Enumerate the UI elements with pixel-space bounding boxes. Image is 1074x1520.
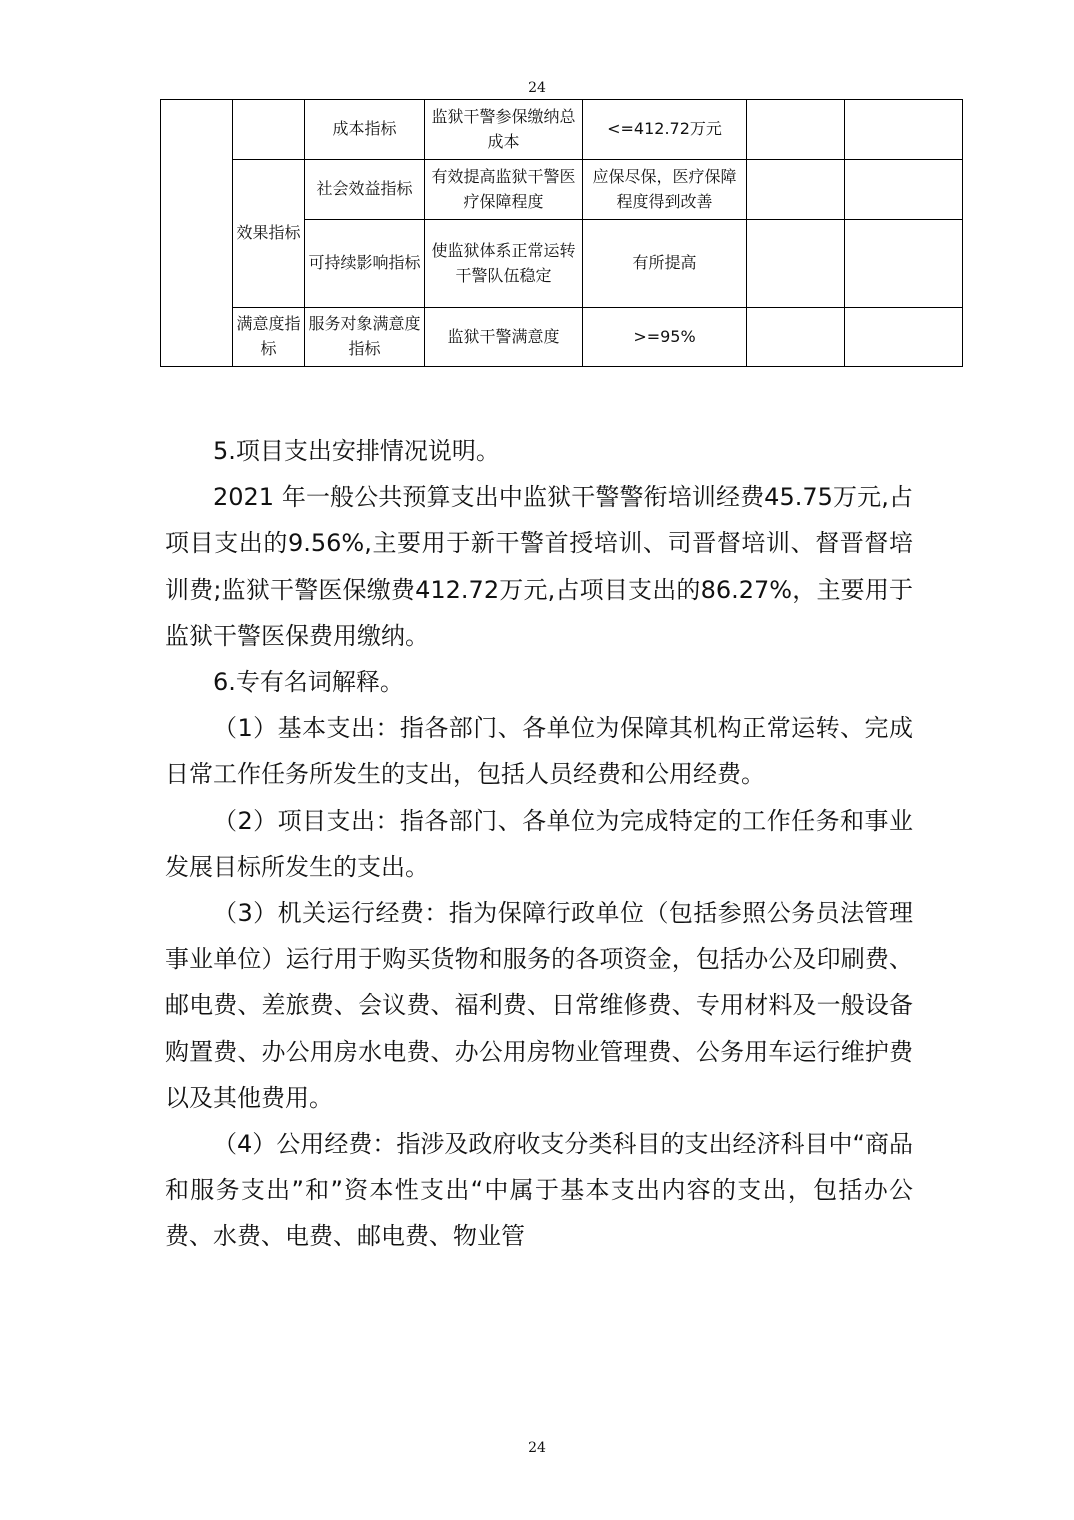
- table-cell-empty: [747, 308, 845, 367]
- paragraph-basic-expenditure: （1）基本支出：指各部门、各单位为保障其机构正常运转、完成日常工作任务所发生的支出，包括人员经费和公用经费。: [165, 714, 913, 789]
- table-cell-target: 有所提高: [583, 220, 747, 308]
- table-row: [161, 100, 963, 160]
- table-cell-level1: 效果指标: [233, 160, 305, 308]
- page-number-top: 24: [528, 80, 546, 96]
- table-cell-level3: 使监狱体系正常运转干警队伍稳定: [425, 220, 583, 308]
- table-cell-target: <=412.72万元: [583, 100, 747, 160]
- table-cell-level2: 成本指标: [305, 100, 425, 160]
- page-number-bottom: 24: [528, 1440, 546, 1456]
- paragraph-operating-expenses: （3）机关运行经费：指为保障行政单位（包括参照公务员法管理事业单位）运行用于购买货物和服务的各项资金，包括办公及印刷费、邮电费、差旅费、会议费、福利费、日常维修费、专用材料及一般设备购置费、办公用房水电费、办公用房物业管理费、公务用车运行维护费以及其他费用。: [165, 899, 913, 1112]
- performance-metrics-table: [160, 99, 963, 367]
- table-cell-empty: [845, 100, 963, 160]
- table-cell-empty: [747, 220, 845, 308]
- table-cell-category: [161, 100, 233, 367]
- table-cell-level2: 服务对象满意度指标: [305, 308, 425, 367]
- section-heading-glossary: 6.专有名词解释。: [213, 668, 404, 697]
- table-cell-target: 应保尽保，医疗保障程度得到改善: [583, 160, 747, 220]
- table-cell-level3: 监狱干警满意度: [425, 308, 583, 367]
- table-cell-level1: [233, 100, 305, 160]
- body-text: [165, 428, 913, 1260]
- table-cell-level2: 可持续影响指标: [305, 220, 425, 308]
- table-cell-empty: [845, 220, 963, 308]
- table-cell-level1: 满意度指标: [233, 308, 305, 367]
- paragraph-project-expenditure: 2021 年一般公共预算支出中监狱干警警衔培训经费45.75万元,占项目支出的9.56%,主要用于新干警首授培训、司晋督培训、督晋督培训费;监狱干警医保缴费412.72万元,占项目支出的86.27%，主要用于监狱干警医保费用缴纳。: [165, 483, 913, 650]
- paragraph-public-expenses: （4）公用经费：指涉及政府收支分类科目的支出经济科目中“商品和服务支出”和”资本性支出“中属于基本支出内容的支出，包括办公费、水费、电费、邮电费、物业管: [165, 1130, 913, 1251]
- table-cell-empty: [845, 308, 963, 367]
- table-cell-level3: 有效提高监狱干警医疗保障程度: [425, 160, 583, 220]
- paragraph-project-expenditure-definition: （2）项目支出：指各部门、各单位为完成特定的工作任务和事业发展目标所发生的支出。: [165, 806, 913, 881]
- table-cell-level2: 社会效益指标: [305, 160, 425, 220]
- table-cell-empty: [747, 100, 845, 160]
- table-cell-empty: [747, 160, 845, 220]
- table-cell-target: >=95%: [583, 308, 747, 367]
- table-cell-empty: [845, 160, 963, 220]
- table-row: [161, 160, 963, 220]
- table-row: [161, 308, 963, 367]
- section-heading-project-expenditure: 5.项目支出安排情况说明。: [213, 437, 500, 465]
- table-cell-level3: 监狱干警参保缴纳总成本: [425, 100, 583, 160]
